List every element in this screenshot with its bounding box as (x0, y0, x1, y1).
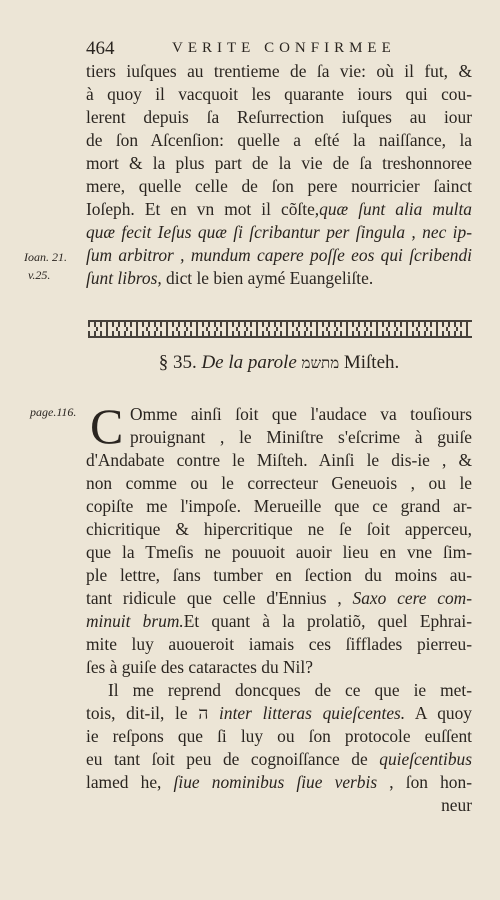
text-line (86, 130, 472, 151)
line-text: tant ridicule que celle d'Ennius , (86, 588, 353, 608)
line-text: , ſon hon- (377, 772, 472, 792)
line-text: copiſte me l'impoſe. Merueille que ce grand ar- (86, 496, 472, 516)
line-text: à quoy il vacquoit les quarante iours qui cou- (86, 84, 472, 104)
text-line (86, 153, 472, 174)
latin-quote: quæ ſunt alia multa (319, 199, 472, 219)
margin-note-joan: Ioan. 21. (24, 250, 67, 264)
line-text: mere, quelle celle de ſon pere nourricier ſainct (86, 176, 472, 196)
margin-note-verse: v.25. (28, 268, 51, 282)
text-line (108, 680, 472, 701)
latin-quote: quæ fecit Ieſus quæ ſi ſcribantur per ſingula , nec ip- (86, 222, 472, 242)
line-text: lamed he, (86, 772, 174, 792)
running-title: VERITE CONFIRMEE (172, 40, 396, 56)
text-line (86, 588, 472, 609)
line-text: ie reſpons que ſi luy ou ſon protocole euſſent (86, 726, 472, 746)
text-line (86, 199, 472, 220)
latin-quote: ſum arbitror , mundum capere poſſe eos qui ſcribendi (86, 245, 472, 265)
drop-cap: C (90, 398, 124, 454)
latin-quote: Saxo cere com- (352, 588, 472, 608)
latin-quote: ſiue nominibus ſiue verbis (173, 772, 378, 792)
text-line (86, 222, 472, 243)
page-header (86, 38, 466, 62)
margin-note-page-ref: page.116. (30, 405, 77, 419)
catchword-text: neur (441, 795, 472, 815)
text-line (86, 772, 472, 793)
text-line (86, 268, 472, 289)
line-text: de ſon Aſcenſion: quelle a eſté la naiſſance, la (86, 130, 472, 150)
line-text: non comme ou le correcteur Geneuois , ou le (86, 473, 472, 493)
line-text: A quoy (405, 703, 472, 723)
line-text: eu tant ſoit peu de cognoiſſance de (86, 749, 380, 769)
section-title-italic: De la parole (201, 352, 302, 373)
text-line (86, 245, 472, 266)
text-line (86, 726, 472, 747)
text-line (86, 749, 472, 770)
text-line (86, 61, 472, 82)
hebrew-word: מתשמ (301, 356, 340, 372)
text-line (86, 176, 472, 197)
text-line (86, 496, 472, 517)
section-number: § 35. (158, 352, 202, 373)
line-text: Et quant à la prolatiõ, quel Ephrai- (183, 611, 472, 631)
text-line (86, 542, 472, 563)
latin-quote: inter litteras quieſcentes. (219, 703, 406, 723)
line-text: mite luy auoueroit iamais ces ſifflades pierreu- (86, 634, 472, 654)
section-heading (86, 352, 472, 374)
line-text: prouignant , le Miniſtre s'eſcrime à guiſe (130, 427, 472, 447)
text-line (86, 703, 472, 724)
line-text: Ioſeph. Et en vn mot il cõſte, (86, 199, 320, 219)
text-line (86, 473, 472, 494)
text-line (130, 427, 472, 448)
text-line (86, 84, 472, 105)
line-text: Omme ainſi ſoit que l'audace va touſiours (130, 404, 472, 424)
latin-quote: quieſcentibus (379, 749, 472, 769)
line-text: tois, dit-il, le ה (86, 703, 220, 723)
line-text: Il me reprend doncques de ce que ie met- (108, 680, 472, 700)
line-text: ſes à guiſe des cataractes du Nil? (86, 657, 313, 677)
latin-quote: minuit brum. (86, 611, 184, 631)
line-text: dict le bien aymé Euangeliſte. (161, 268, 374, 288)
page-number: 464 (86, 38, 115, 59)
line-text: chicritique & hipercritique ne ſe ſoit apperceu, (86, 519, 472, 539)
line-text: ple lettre, ſans tumber en ſection du moins au- (86, 565, 472, 585)
text-line (86, 565, 472, 586)
text-line (130, 404, 472, 425)
text-line (86, 519, 472, 540)
line-text: tiers iuſques au trentieme de ſa vie: où il fut, & (86, 61, 472, 81)
ornamental-band (88, 320, 472, 338)
line-text: d'Andabate contre le Miſteh. Ainſi le dis-ie , & (86, 450, 472, 470)
text-line (86, 107, 472, 128)
line-text: lerent depuis ſa Reſurrection iuſques au iour (86, 107, 472, 127)
text-line (86, 657, 472, 678)
line-text: que la Tmeſis ne pouuoit auoir lieu en vne ſim- (86, 542, 472, 562)
text-line (86, 611, 472, 632)
latin-quote: ſunt libros, (86, 268, 162, 288)
text-line (86, 450, 472, 471)
text-line (86, 634, 472, 655)
catchword (86, 795, 472, 816)
section-title-word: Miſteh. (339, 352, 400, 373)
line-text: mort & la plus part de la vie de ſa treshonnoree (86, 153, 472, 173)
